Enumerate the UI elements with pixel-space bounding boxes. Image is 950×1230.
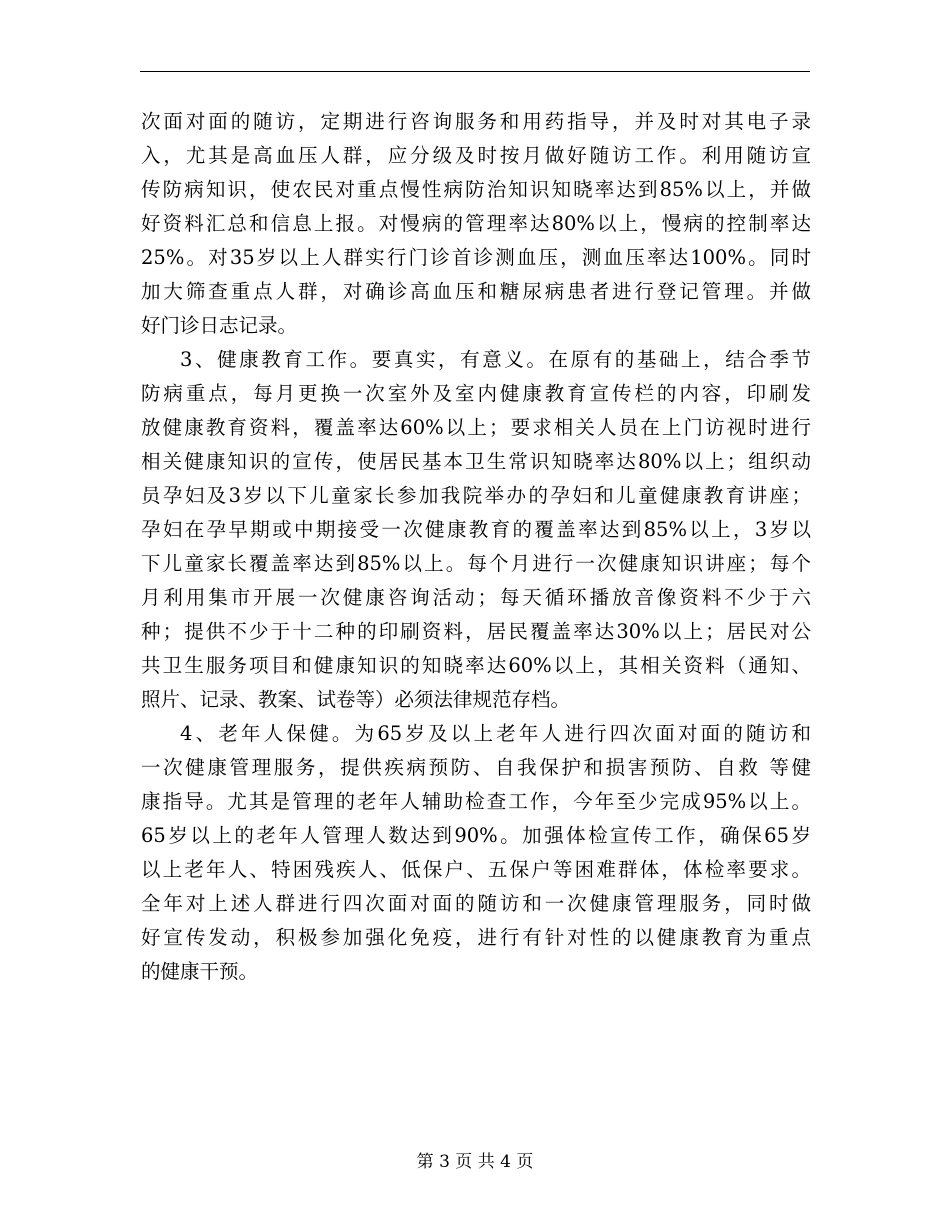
text-line: 好资料汇总和信息上报。对慢病的管理率达80%以上，慢病的控制率达 — [141, 212, 811, 235]
text-line: 下儿童家长覆盖率达到85%以上。每个月进行一次健康知识讲座；每个 — [141, 552, 811, 575]
header-rule — [140, 71, 810, 72]
text-line: 传防病知识，使农民对重点慢性病防治知识知晓率达到85%以上，并做 — [141, 178, 811, 201]
text-line: 好门诊日志记录。 — [141, 314, 298, 337]
text-line: 以上老年人、特困残疾人、低保户、五保户等困难群体，体检率要求。 — [141, 858, 811, 881]
text-line: 好宣传发动，积极参加强化免疫，进行有针对性的以健康教育为重点 — [141, 926, 811, 949]
page-footer: 第 3 页 共 4 页 — [416, 1152, 534, 1172]
text-line: 种；提供不少于十二种的印刷资料，居民覆盖率达30%以上；居民对公 — [141, 620, 811, 643]
text-line: 3、健康教育工作。要真实，有意义。在原有的基础上，结合季节 — [180, 348, 811, 371]
text-line: 孕妇在孕早期或中期接受一次健康教育的覆盖率达到85%以上，3岁以 — [141, 518, 811, 541]
text-line: 照片、记录、教案、试卷等）必须法律规范存档。 — [141, 688, 571, 711]
text-line: 65岁以上的老年人管理人数达到90%。加强体检宣传工作，确保65岁 — [141, 824, 811, 847]
text-line: 4、老年人保健。为65岁及以上老年人进行四次面对面的随访和 — [180, 722, 811, 745]
text-line: 一次健康管理服务，提供疾病预防、自我保护和损害预防、自救 等健 — [141, 756, 811, 779]
text-line: 的健康干预。 — [141, 960, 259, 983]
text-line: 员孕妇及3岁以下儿童家长参加我院举办的孕妇和儿童健康教育讲座； — [141, 484, 811, 507]
text-line: 入，尤其是高血压人群，应分级及时按月做好随访工作。利用随访宣 — [141, 144, 811, 167]
text-line: 25%。对35岁以上人群实行门诊首诊测血压，测血压率达100%。同时 — [141, 246, 811, 269]
text-line: 次面对面的随访，定期进行咨询服务和用药指导，并及时对其电子录 — [141, 110, 811, 133]
body-text — [141, 105, 811, 989]
text-line: 防病重点，每月更换一次室外及室内健康教育宣传栏的内容，印刷发 — [141, 382, 811, 405]
text-line: 加大筛查重点人群，对确诊高血压和糖尿病患者进行登记管理。并做 — [141, 280, 811, 303]
text-line: 康指导。尤其是管理的老年人辅助检查工作，今年至少完成95%以上。 — [141, 790, 811, 813]
text-line: 月利用集市开展一次健康咨询活动；每天循环播放音像资料不少于六 — [141, 586, 811, 609]
text-line: 放健康教育资料，覆盖率达60%以上；要求相关人员在上门访视时进行 — [141, 416, 811, 439]
text-line: 共卫生服务项目和健康知识的知晓率达60%以上，其相关资料（通知、 — [141, 654, 811, 677]
text-line: 全年对上述人群进行四次面对面的随访和一次健康管理服务，同时做 — [141, 892, 811, 915]
text-line: 相关健康知识的宣传，使居民基本卫生常识知晓率达80%以上；组织动 — [141, 450, 811, 473]
